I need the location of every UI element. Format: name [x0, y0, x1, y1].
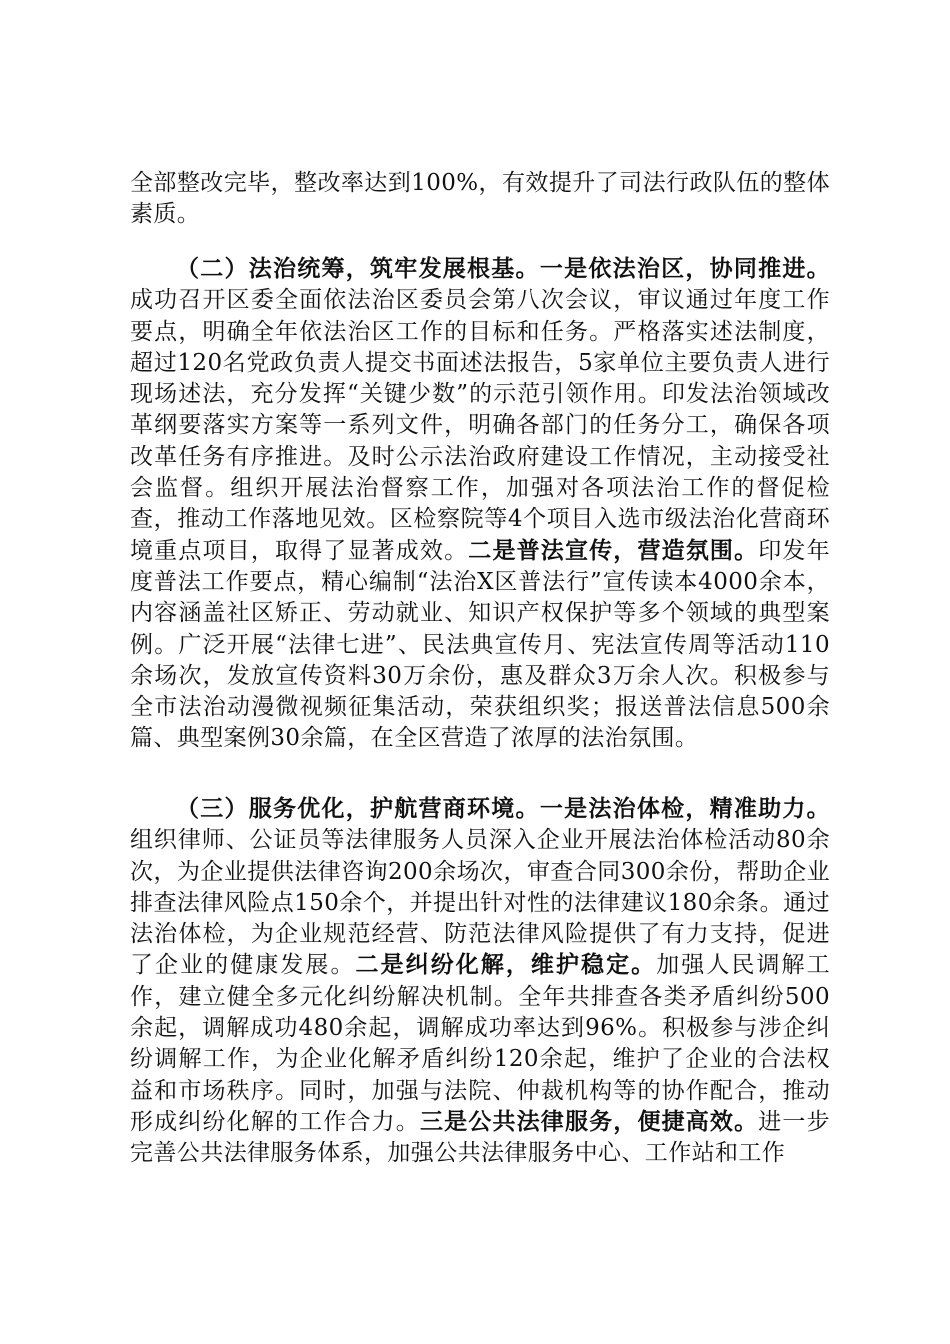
section-heading: （三）服务优化，护航营商环境。	[176, 796, 540, 822]
section-paragraph-rule-of-law	[130, 254, 830, 755]
subsection-title: 一是法治体检，精准助力。	[539, 796, 830, 822]
paragraph-text: 成功召开区委全面依法治区委员会第八次会议，审议通过年度工作要点，明确全年依法治区工作的目标和任务。严格落实述法制度，超过120名党政负责人提交书面述法报告，5家单位主要负责人进行现场述法，充分发挥“关键少数”的示范引领作用。印发法治领域改革纲要落实方案等一系列文件，明确各部门的任务分工，确保各项改革任务有序推进。及时公示法治政府建设工作情况，主动接受社会监督。组织开展法治督察工作，加强对各项法治工作的督促检查，推动工作落地见效。区检察院等4个项目入选市级法治化营商环境重点项目，取得了显著成效。	[130, 287, 830, 564]
subsection-title: 二是普法宣传，营造氛围。	[468, 537, 759, 564]
paragraph-text: 全部整改完毕，整改率达到100%，有效提升了司法行政队伍的整体素质。	[130, 170, 830, 228]
paragraph-text: 加强人民调解工作，建立健全多元化纠纷解决机制。全年共排查各类矛盾纠纷500余起，调解成功480余起，调解成功率达到96%。积极参与涉企纠纷调解工作，为企业化解矛盾纠纷120余起，维护了企业的合法权益和市场秩序。同时，加强与法院、仲裁机构等的协作配合，推动形成纠纷化解的工作合力。	[130, 952, 830, 1135]
paragraph-text: 组织律师、公证员等法律服务人员深入企业开展法治体检活动80余次，为企业提供法律咨询200余场次，审查合同300余份，帮助企业排查法律风险点150余个，并提出针对性的法律建议180余条。通过法治体检，为企业规范经营、防范法律风险提供了有力支持，促进了企业的健康发展。	[130, 827, 830, 979]
subsection-title: 一是依法治区，协同推进。	[539, 256, 830, 282]
subsection-title: 二是纠纷化解，维护稳定。	[355, 952, 657, 979]
paragraph-text: 印发年度普法工作要点，精心编制“法治X区普法行”宣传读本4000余本，内容涵盖社区矫正、劳动就业、知识产权保护等多个领域的典型案例。广泛开展“法律七进”、民法典宣传月、宪法宣传周等活动110余场次，发放宣传资料30万余份，惠及群众3万余人次。积极参与全市法治动漫微视频征集活动，荣获组织奖；报送普法信息500余篇、典型案例30余篇，在全区营造了浓厚的法治氛围。	[130, 537, 830, 752]
subsection-title: 三是公共法律服务，便捷高效。	[419, 1108, 759, 1135]
paragraph-text: 进一步完善公共法律服务体系，加强公共法律服务中心、工作站和工作	[130, 1108, 830, 1167]
section-paragraph-business-environment	[130, 794, 830, 1170]
paragraph-continuation	[130, 168, 830, 231]
section-heading: （二）法治统筹，筑牢发展根基。	[176, 256, 540, 282]
